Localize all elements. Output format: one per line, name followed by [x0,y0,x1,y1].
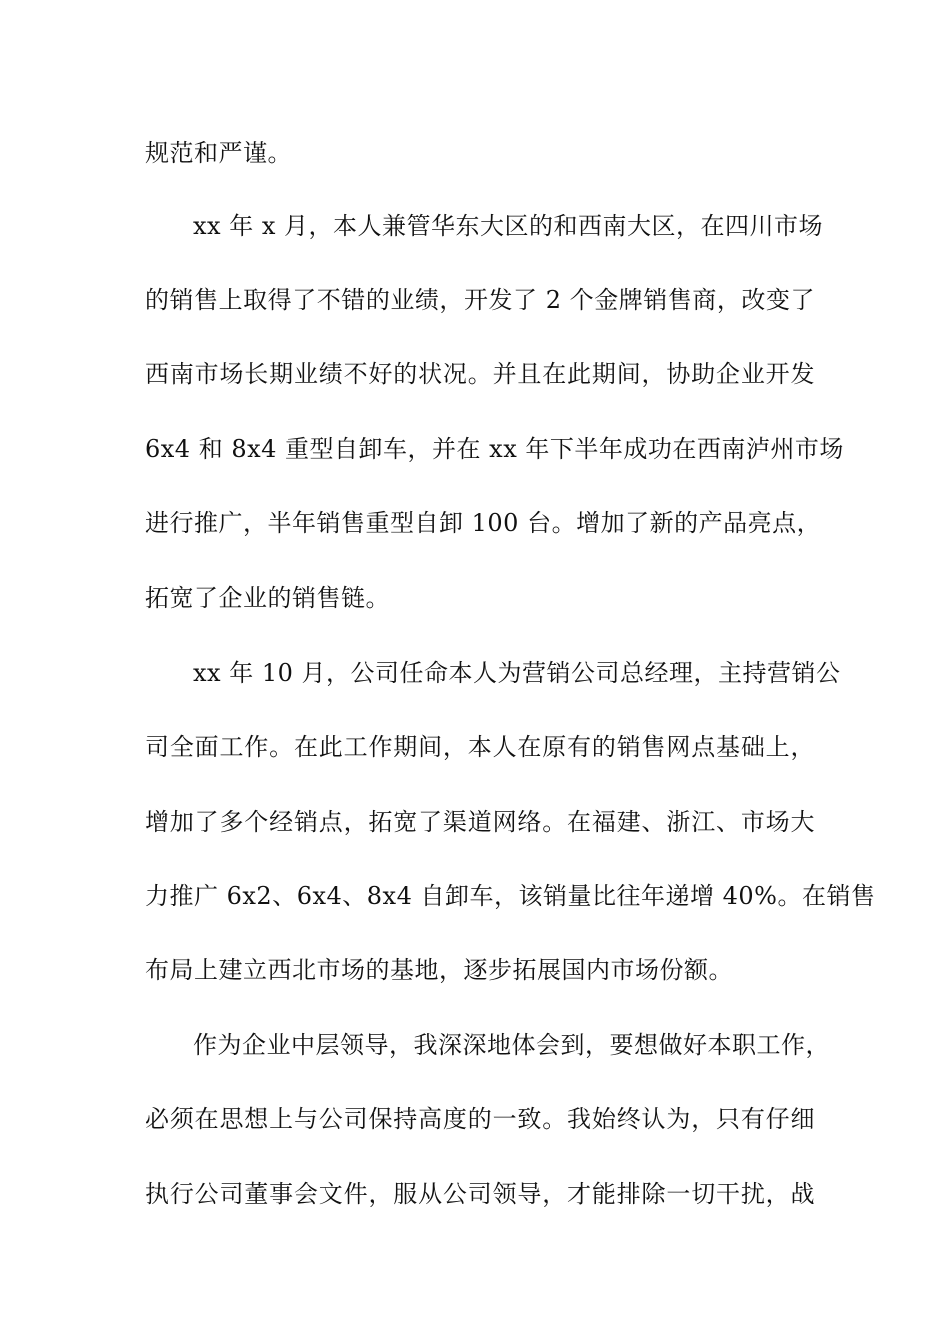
text-line: 力推广 6x2、6x4、8x4 自卸车，该销量比往年递增 40%。在销售 [145,882,876,910]
text-line: 布局上建立西北市场的基地，逐步拓展国内市场份额。 [145,956,733,984]
text-line: 执行公司董事会文件，服从公司领导，才能排除一切干扰，战 [145,1180,815,1208]
paragraph-first-line: xx 年 10 月，公司任命本人为营销公司总经理，主持营销公 [193,659,841,687]
paragraph-first-line: 作为企业中层领导，我深深地体会到，要想做好本职工作， [193,1031,830,1059]
text-line: 规范和严谨。 [145,139,292,167]
text-line: 司全面工作。在此工作期间，本人在原有的销售网点基础上， [145,733,815,761]
text-line: 6x4 和 8x4 重型自卸车，并在 xx 年下半年成功在西南泸州市场 [145,435,844,463]
paragraph-first-line: xx 年 x 月，本人兼管华东大区的和西南大区，在四川市场 [193,212,823,240]
text-line: 的销售上取得了不错的业绩，开发了 2 个金牌销售商，改变了 [145,286,815,314]
text-line: 西南市场长期业绩不好的状况。并且在此期间，协助企业开发 [145,360,815,388]
text-line: 必须在思想上与公司保持高度的一致。我始终认为，只有仔细 [145,1105,815,1133]
text-line: 增加了多个经销点，拓宽了渠道网络。在福建、浙江、市场大 [145,808,815,836]
text-line: 拓宽了企业的销售链。 [145,584,390,612]
text-line: 进行推广，半年销售重型自卸 100 台。增加了新的产品亮点， [145,509,822,537]
